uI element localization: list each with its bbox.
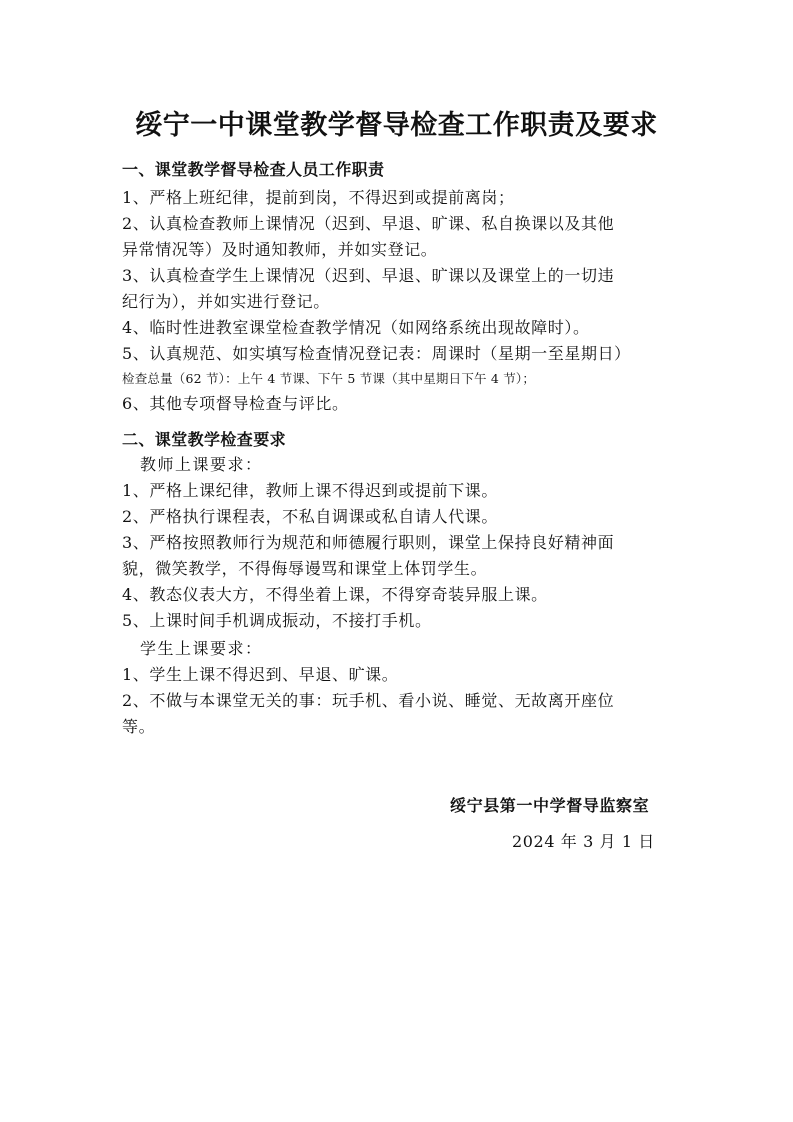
teacher-requirements-heading: 教师上课要求： [140, 455, 263, 474]
teacher-line-2: 2、严格执行课程表，不私自调课或私自请人代课。 [122, 507, 498, 526]
teacher-line-1: 1、严格上课纪律，教师上课不得迟到或提前下课。 [122, 481, 498, 500]
section1-line-2: 2、认真检查教师上课情况（迟到、早退、旷课、私自换课以及其他 [122, 214, 615, 233]
teacher-line-6: 5、上课时间手机调成振动，不接打手机。 [122, 611, 432, 630]
student-line-2: 2、不做与本课堂无关的事：玩手机、看小说、睡觉、无故离开座位 [122, 691, 615, 710]
page-title: 绥宁一中课堂教学督导检查工作职责及要求 [135, 110, 658, 141]
section1-heading: 一、课堂教学督导检查人员工作职责 [122, 160, 385, 179]
section1-line-6: 4、临时性进教室课堂检查教学情况（如网络系统出现故障时）。 [122, 318, 590, 337]
student-requirements-heading: 学生上课要求： [140, 639, 263, 658]
section1-line-3: 异常情况等）及时通知教师，并如实登记。 [122, 240, 438, 259]
signature-org: 绥宁县第一中学督导监察室 [450, 796, 650, 815]
teacher-line-3: 3、严格按照教师行为规范和师德履行职则，课堂上保持良好精神面 [122, 533, 615, 552]
teacher-line-5: 4、教态仪表大方，不得坐着上课，不得穿奇装异服上课。 [122, 585, 548, 604]
section1-line-8: 检查总量（62 节）：上午 4 节课、下午 5 节课（其中星期日下午 4 节）； [122, 371, 536, 386]
student-line-3: 等。 [122, 717, 156, 736]
section1-line-1: 1、严格上班纪律，提前到岗，不得迟到或提前离岗； [122, 188, 515, 207]
section1-line-9: 6、其他专项督导检查与评比。 [122, 394, 349, 413]
section1-line-7: 5、认真规范、如实填写检查情况登记表：周课时（星期一至星期日） [122, 344, 631, 363]
signature-date: 2024 年 3 月 1 日 [512, 832, 655, 851]
section1-line-4: 3、认真检查学生上课情况（迟到、早退、旷课以及课堂上的一切违 [122, 266, 615, 285]
student-line-1: 1、学生上课不得迟到、早退、旷课。 [122, 665, 399, 684]
teacher-line-4: 貌，微笑教学，不得侮辱谩骂和课堂上体罚学生。 [122, 559, 488, 578]
section1-line-5: 纪行为），并如实进行登记。 [122, 292, 330, 311]
section2-heading: 二、课堂教学检查要求 [122, 430, 287, 449]
